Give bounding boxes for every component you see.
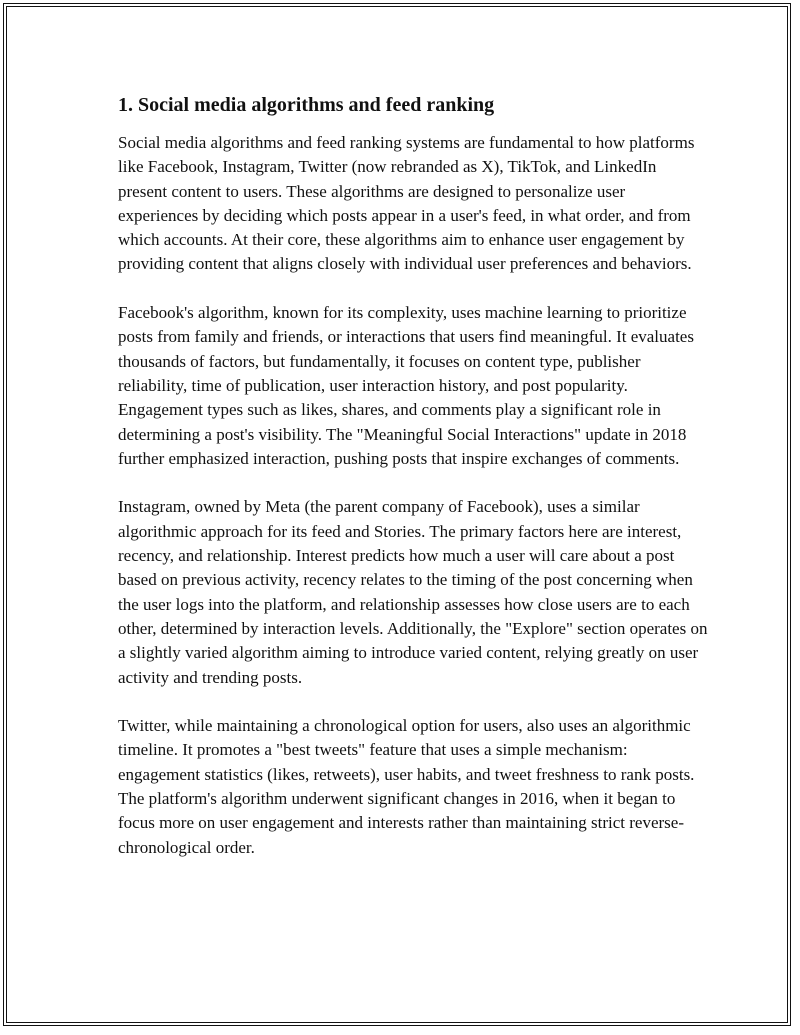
paragraph-instagram: Instagram, owned by Meta (the parent company of Facebook), uses a similar algorithmic approach for its feed and Stories. The primary factors here are interest, recency, and relationship. Interest predicts how much a user will care about a post based on previous activity, recency relates to the timing of the post concerning when the user logs into the platform, and relationship assesses how close users are to each other, determined by interaction levels. Additionally, the "Explore" section operates on a slightly varied algorithm aiming to introduce varied content, relying greatly on user activity and trending posts. (118, 497, 708, 687)
paragraph-facebook: Facebook's algorithm, known for its complexity, uses machine learning to prioritize posts from family and friends, or interactions that users find meaningful. It evaluates thousands of factors, but fundamentally, it focuses on content type, publisher reliability, time of publication, user interaction history, and post popularity. Engagement types such as likes, shares, and comments play a significant role in determining a post's visibility. The "Meaningful Social Interactions" update in 2018 further emphasized interaction, pushing posts that inspire exchanges of comments. (118, 303, 694, 468)
paragraph-twitter: Twitter, while maintaining a chronological option for users, also uses an algorithmic timeline. It promotes a "best tweets" feature that uses a simple mechanism: engagement statistics (likes, retweets), user habits, and tweet freshness to rank posts. The platform's algorithm underwent significant changes in 2016, when it began to focus more on user engagement and interests rather than maintaining strict reverse-chronological order. (118, 716, 695, 857)
section-title: 1. Social media algorithms and feed ranking (118, 94, 495, 116)
paragraph-intro: Social media algorithms and feed ranking systems are fundamental to how platforms like Facebook, Instagram, Twitter (now rebranded as X), TikTok, and LinkedIn present content to users. These algorithms are designed to personalize user experiences by deciding which posts appear in a user's feed, in what order, and from which accounts. At their core, these algorithms aim to enhance user engagement by providing content that aligns closely with individual user preferences and behaviors. (118, 133, 695, 274)
document-body (118, 91, 708, 884)
